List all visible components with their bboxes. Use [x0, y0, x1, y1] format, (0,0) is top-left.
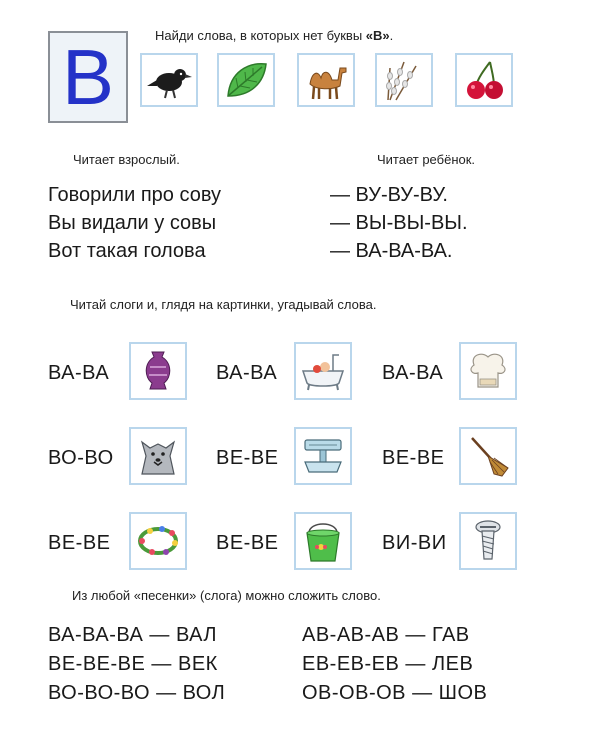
syllable-4: ВО-ВО: [48, 447, 114, 469]
poem-adult-line-3: Вот такая голова: [48, 240, 206, 262]
syllable-7: ВЕ-ВЕ: [48, 532, 111, 554]
cherries-icon: [460, 58, 508, 102]
poem-child-line-2: — ВЫ-ВЫ-ВЫ.: [330, 212, 468, 234]
task2-instruction: Читай слоги и, глядя на картинки, угадывай слова.: [70, 297, 377, 312]
picture-bucket[interactable]: [294, 512, 352, 570]
syllable-9: ВИ-ВИ: [382, 532, 447, 554]
syllable-8: ВЕ-ВЕ: [216, 532, 279, 554]
vase-icon: [134, 349, 182, 393]
leaf-icon: [222, 58, 270, 102]
word-row-right-1: АВ-АВ-АВ — ГАВ: [302, 624, 470, 646]
syllable-3: ВА-ВА: [382, 362, 444, 384]
child-reads-label: Читает ребёнок.: [377, 152, 476, 167]
syllable-2: ВА-ВА: [216, 362, 278, 384]
picture-wreath[interactable]: [129, 512, 187, 570]
task1-letter: «В»: [365, 28, 390, 43]
picture-scales[interactable]: [294, 427, 352, 485]
scales-icon: [299, 434, 347, 478]
picture-cherries[interactable]: [455, 53, 513, 107]
adult-reads-label: Читает взрослый.: [73, 152, 180, 167]
wolf-icon: [134, 434, 182, 478]
picture-wolf[interactable]: [129, 427, 187, 485]
crow-icon: [145, 58, 193, 102]
big-letter-card: [48, 31, 128, 123]
word-row-left-2: ВЕ-ВЕ-ВЕ — ВЕК: [48, 653, 218, 675]
task3-instruction: Из любой «песенки» (слога) можно сложить слово.: [72, 588, 381, 603]
poem-adult-line-2: Вы видали у совы: [48, 212, 217, 234]
syllable-6: ВЕ-ВЕ: [382, 447, 445, 469]
bathtub-icon: [299, 349, 347, 393]
syllable-1: ВА-ВА: [48, 362, 110, 384]
broom-icon: [464, 434, 512, 478]
cotton-wool-icon: [464, 349, 512, 393]
poem-adult-line-1: Говорили про сову: [48, 184, 221, 206]
syllable-5: ВЕ-ВЕ: [216, 447, 279, 469]
picture-bathtub[interactable]: [294, 342, 352, 400]
word-row-right-3: ОВ-ОВ-ОВ — ШОВ: [302, 682, 488, 704]
poem-child-line-1: — ВУ-ВУ-ВУ.: [330, 184, 448, 206]
poem-child-line-3: — ВА-ВА-ВА.: [330, 240, 453, 262]
word-row-left-3: ВО-ВО-ВО — ВОЛ: [48, 682, 226, 704]
task1-instruction: [155, 28, 393, 43]
bucket-icon: [299, 519, 347, 563]
big-letter: В: [61, 33, 115, 121]
task1-dot: .: [389, 28, 394, 43]
picture-leaf[interactable]: [217, 53, 275, 107]
picture-cotton-wool[interactable]: [459, 342, 517, 400]
willow-icon: [380, 58, 428, 102]
word-row-right-2: ЕВ-ЕВ-ЕВ — ЛЕВ: [302, 653, 474, 675]
screw-icon: [464, 519, 512, 563]
picture-camel[interactable]: [297, 53, 355, 107]
picture-screw[interactable]: [459, 512, 517, 570]
picture-broom[interactable]: [459, 427, 517, 485]
word-row-left-1: ВА-ВА-ВА — ВАЛ: [48, 624, 218, 646]
picture-willow[interactable]: [375, 53, 433, 107]
wreath-icon: [134, 519, 182, 563]
camel-icon: [302, 58, 350, 102]
picture-vase[interactable]: [129, 342, 187, 400]
task1-text: Найди слова, в которых нет буквы: [155, 28, 366, 43]
picture-crow[interactable]: [140, 53, 198, 107]
